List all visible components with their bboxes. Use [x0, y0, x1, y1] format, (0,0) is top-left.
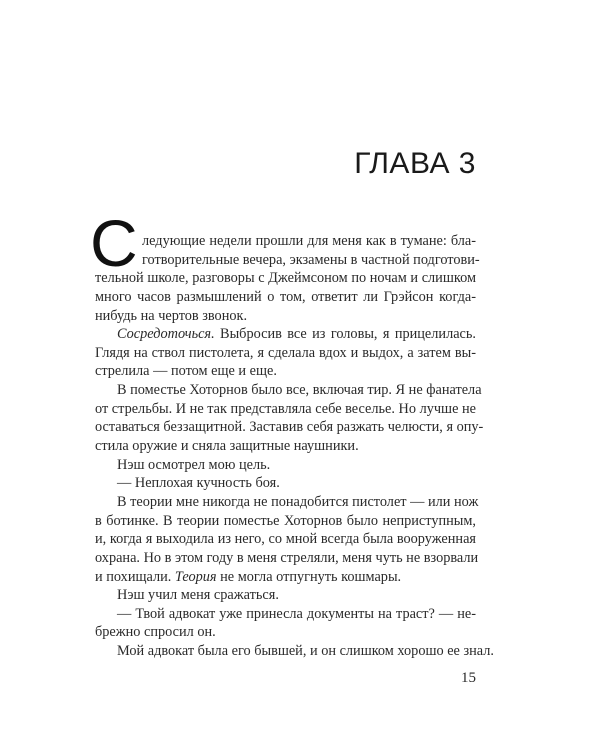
text-segment: — Неплохая кучность боя. [117, 475, 280, 492]
text-line [95, 400, 476, 419]
text-segment: в ботинке. В теории поместье Хоторнов было неприступным, [95, 512, 476, 529]
text-segment: стрелила — потом еще и еще. [95, 363, 277, 380]
text-segment: Нэш учил меня сражаться. [117, 587, 279, 604]
text-line [95, 381, 482, 400]
text-segment: Мой адвокат была его бывшей, и он слишком хорошо ее знал. [117, 643, 494, 660]
text-line [95, 456, 476, 475]
text-line [95, 437, 476, 456]
italic-text: Сосредоточься. [117, 326, 215, 343]
text-line [95, 586, 476, 605]
text-segment: Выбросив все из головы, я прицелилась. [214, 326, 476, 343]
text-line [95, 269, 476, 288]
drop-cap: С [90, 206, 138, 280]
text-line [95, 568, 476, 587]
italic-text: Теория [174, 568, 217, 585]
text-segment: стила оружие и сняла защитные наушники. [95, 438, 359, 455]
chapter-title: ГЛАВА 3 [354, 147, 476, 180]
text-line [95, 232, 476, 251]
text-segment: охрана. Но в этом году в меня стреляли, меня чуть не взорвали [95, 549, 479, 566]
text-line [95, 549, 479, 568]
text-segment: Нэш осмотрел мою цель. [117, 456, 271, 473]
text-line [95, 288, 476, 307]
text-segment: тельной школе, разговоры с Джеймсоном по ночам и слишком [95, 270, 476, 287]
text-line [95, 642, 494, 661]
text-line [95, 344, 476, 363]
text-line [95, 251, 480, 270]
text-segment: — Твой адвокат уже принесла документы на траст? — не- [117, 605, 476, 622]
text-line [95, 512, 476, 531]
text-segment: готворительные вечера, экзамены в частной подготови- [142, 251, 480, 268]
text-segment: и похищали. [95, 568, 175, 585]
text-line [95, 493, 479, 512]
text-line [95, 307, 476, 326]
text-line [95, 623, 476, 642]
text-segment: оставаться беззащитной. Заставив себя разжать челюсти, я опу- [95, 419, 484, 436]
text-line [95, 418, 484, 437]
text-line [95, 362, 476, 381]
text-segment: не могла отпугнуть кошмары. [216, 568, 402, 585]
text-segment: много часов размышлений о том, ответит ли Грэйсон когда- [95, 288, 476, 305]
text-segment: ледующие недели прошли для меня как в тумане: бла- [142, 233, 476, 249]
text-line [95, 325, 476, 344]
text-segment: Глядя на ствол пистолета, я сделала вдох и выдох, а затем вы- [95, 344, 476, 361]
text-segment: и, когда я выходила из него, со мной всегда была вооруженная [95, 531, 476, 548]
text-line [95, 605, 476, 624]
page-number: 15 [461, 670, 476, 686]
text-segment: нибудь на чертов звонок. [95, 307, 248, 324]
text-segment: от стрельбы. И не так представляла себе веселье. Но лучше не [95, 400, 476, 417]
body-text [95, 232, 494, 661]
text-line [95, 530, 476, 549]
text-line [95, 474, 476, 493]
text-segment: брежно спросил он. [95, 624, 216, 641]
text-segment: В теории мне никогда не понадобится пистолет — или нож [117, 493, 479, 510]
text-segment: В поместье Хоторнов было все, включая тир. Я не фанатела [117, 382, 482, 399]
